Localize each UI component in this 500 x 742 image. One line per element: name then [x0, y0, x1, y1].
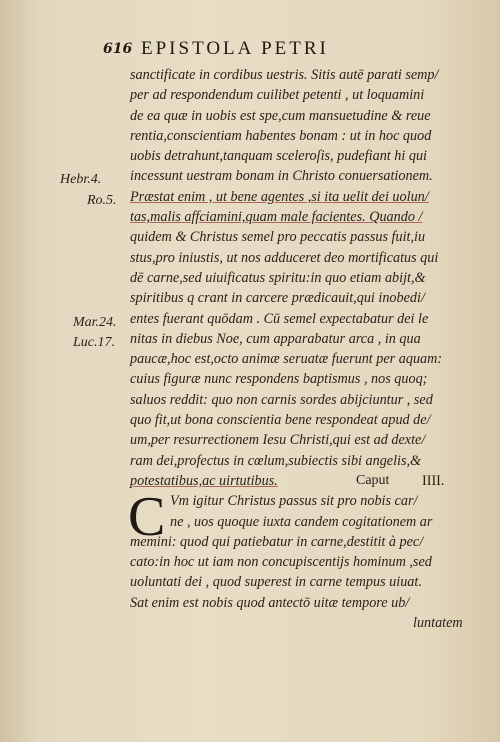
text-line: uobis detrahunt,tanquam sceleroſis, pudefiant hi qui: [130, 148, 428, 165]
body-text: [130, 65, 470, 633]
text-line: nitas in diebus Noe, cum apparabatur arca , in qua: [130, 330, 421, 347]
text-line: stus,pro iniustis, ut nos adduceret deo mortificatus qui: [130, 249, 439, 266]
margin-note-hebr: Hebr.4.: [60, 172, 102, 187]
text-line: ram dei,profectus in cœlum,subiectis sibi angelis,&: [130, 452, 422, 469]
text-line: cato:in hoc ut iam non concupiscentijs hominum ,sed: [130, 554, 432, 571]
text-line: tas,malis affciamini,quam male facientes. Quando /: [130, 209, 423, 226]
text-line: sanctificate in cordibus uestris. Sitis autē parati semp/: [130, 67, 439, 83]
text-line: per ad respondendum cuilibet petenti , ut loquamini: [130, 87, 425, 104]
text-line: entes fuerant quōdam . Cū semel expectabatur dei le: [130, 310, 429, 327]
text-line: uoluntati dei , quod superest in carne tempus uiuat.: [130, 574, 422, 591]
text-line: paucæ,hoc est,octo animæ seruatæ fuerunt per aquam:: [130, 351, 443, 368]
text-line: de ea quæ in uobis est spe,cum mansuetudine & reue: [130, 107, 431, 124]
page-number: 616: [103, 41, 133, 57]
text-line: saluos reddit: quo non carnis sordes abijciuntur , sed: [130, 391, 433, 408]
margin-note-luc: Luc.17.: [73, 335, 115, 350]
chapter-number: IIII.: [422, 472, 445, 489]
margin-note-mar: Mar.24.: [73, 315, 117, 330]
running-head: EPISTOLA PETRI: [141, 38, 329, 59]
page-header: [103, 38, 460, 62]
text-line: Vm igitur Christus passus sit pro nobis car/: [170, 493, 418, 510]
text-line: um,per resurrectionem Iesu Christi,qui est ad dexte/: [130, 432, 426, 449]
chapter-heading-line: [130, 471, 470, 491]
text-line: rentia,conscientiam habentes bonam : ut in hoc quod: [130, 127, 432, 144]
text-line: potestatibus,ac uirtutibus.: [130, 472, 278, 489]
drop-cap: C: [128, 486, 166, 548]
text-line: quidem & Christus semel pro peccatis passus fuit,iu: [130, 229, 426, 246]
text-line: Præstat enim , ut bene agentes ,si ita uelit dei uolun/: [130, 188, 429, 205]
text-line: ne , uos quoque iuxta candem cogitationem ar: [170, 513, 433, 530]
text-line: dē carne,sed uiuificatus spiritu:in quo etiam abijt,&: [130, 269, 426, 286]
margin-note-ro: Ro.5.: [87, 193, 117, 208]
chapter-label: Caput: [356, 472, 390, 488]
text-line: memini: quod qui patiebatur in carne,destitit à pec/: [130, 533, 424, 550]
text-line: spiritibus q crant in carcere prædicauit,qui inobedi/: [130, 290, 425, 307]
text-line: Sat enim est nobis quod antectō uitæ tempore ub/: [130, 594, 410, 611]
text-line: quo fit,ut bona conscientia bene respondeat apud de/: [130, 412, 431, 429]
text-line: luntatem: [413, 615, 463, 632]
text-line: incessunt uestram bonam in Christo conuersationem.: [130, 168, 433, 185]
text-line: cuius figuræ nunc respondens baptismus , nos quoq;: [130, 371, 428, 388]
